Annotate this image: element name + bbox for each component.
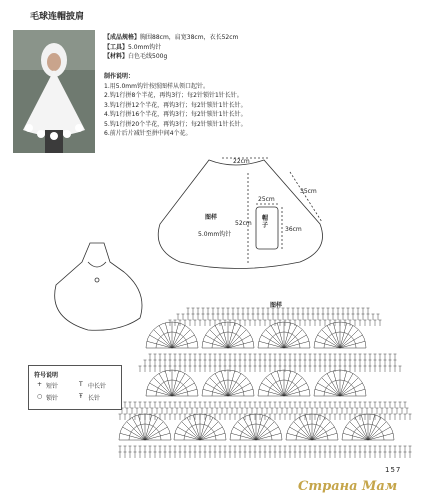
spec-size: 【成品规格】胸围88cm，肩宽38cm，衣长52cm	[104, 34, 239, 41]
legend-symbol-single: +	[37, 381, 43, 388]
step: 1.用5.0mm钩针按照图样从领口起针。	[104, 82, 209, 90]
chart-heading: 图样	[270, 302, 283, 309]
step: 4.钩1行拼16个半花，再钩3行；每2针锁针1针长针。	[104, 111, 247, 118]
step: 3.钩1行拼12个半花，再钩3行；每2针锁针1针长针。	[104, 101, 247, 109]
stitch-row	[119, 414, 412, 420]
stitch-row	[149, 354, 397, 360]
dim-hood-height: 36cm	[285, 226, 302, 233]
legend-label-single: 短针	[46, 383, 59, 390]
watermark: Страна Мам	[298, 479, 398, 494]
legend-title: 符号说明	[34, 372, 59, 379]
stitch-row	[119, 446, 412, 452]
stitch-row	[169, 320, 382, 326]
fan-motif	[258, 370, 310, 396]
dim-top-width: 22cm	[233, 158, 250, 165]
fan-motif	[146, 370, 198, 396]
legend-label-double: 长针	[88, 395, 101, 402]
fan-motif	[202, 370, 254, 396]
page-title: 毛球连帽披肩	[30, 12, 85, 22]
step: 6.前片后片减针至拼中间4个花。	[104, 130, 192, 137]
legend-label-half-double: 中长针	[88, 383, 107, 390]
fan-motif	[230, 414, 282, 440]
hood-label: 帽子	[262, 215, 269, 229]
stitch-row	[177, 314, 380, 320]
dim-side-length: 35cm	[300, 188, 317, 195]
step: 2.钩1行拼8个半花，再钩3行；每2针锁针1针长针。	[104, 92, 243, 99]
legend-symbol-double: Ŧ	[79, 393, 83, 400]
dim-hood-width: 25cm	[258, 196, 275, 203]
stitch-row	[139, 366, 402, 372]
pattern-label: 图样	[205, 214, 218, 221]
stitch-row	[121, 408, 409, 414]
stitch-row	[187, 308, 370, 314]
legend-label-chain: 锁针	[46, 395, 59, 402]
dim-height: 52cm	[235, 220, 252, 227]
hook-label: 5.0mm钩针	[198, 231, 232, 238]
symbol-legend	[28, 365, 122, 410]
fan-motif	[258, 322, 310, 348]
page-number: 157	[385, 466, 402, 474]
legend-symbol-chain: ○	[37, 393, 43, 400]
stitch-row	[144, 360, 397, 366]
step: 5.钩1行拼20个半花，再钩3行；每2针锁针1针长针。	[104, 120, 247, 128]
stitch-row	[124, 402, 407, 408]
spec-tool: 【工具】5.0mm钩针	[104, 43, 162, 51]
spec-material: 【材料】白色毛线500g	[104, 53, 168, 60]
legend-symbol-half-double: T	[79, 381, 83, 388]
fan-motif	[314, 370, 366, 396]
stitch-row	[119, 452, 412, 458]
instructions-heading: 制作说明：	[104, 73, 135, 80]
